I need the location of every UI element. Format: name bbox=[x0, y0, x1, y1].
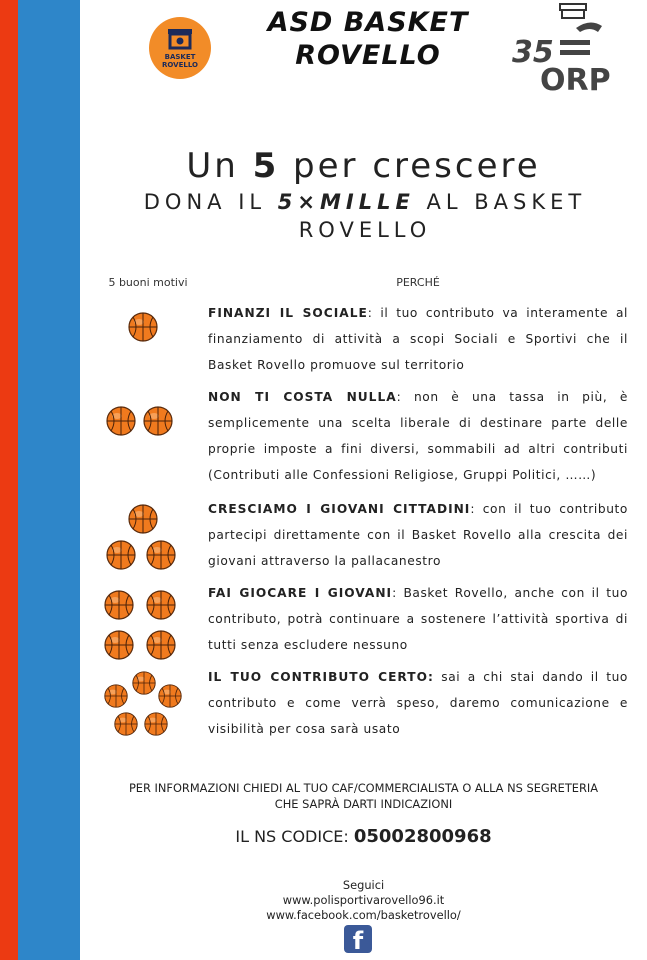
website-link[interactable]: www.polisportivarovello96.it bbox=[282, 893, 445, 907]
code-label: IL NS CODICE: bbox=[235, 827, 354, 846]
reason-item-4 bbox=[208, 580, 628, 658]
reason-title: IL TUO CONTRIBUTO CERTO: bbox=[208, 670, 434, 684]
headline bbox=[100, 146, 627, 186]
right-logo-text-2: ORP bbox=[540, 63, 611, 94]
why-label: PERCHÉ bbox=[396, 276, 440, 289]
reason-title: FAI GIOCARE I GIOVANI bbox=[208, 586, 393, 600]
info-note bbox=[100, 780, 627, 812]
reason-item-5 bbox=[208, 664, 628, 742]
left-logo-text-2: ROVELLO bbox=[162, 61, 198, 69]
brand-title bbox=[226, 6, 510, 72]
follow-label: Seguici bbox=[342, 878, 385, 892]
reason-title: FINANZI IL SOCIALE bbox=[208, 306, 368, 320]
follow-block bbox=[100, 878, 627, 923]
info-line-1: PER INFORMAZIONI CHIEDI AL TUO CAF/COMMERCIALISTA O ALLA NS SEGRETERIA bbox=[128, 781, 599, 795]
reason-title: NON TI COSTA NULLA bbox=[208, 390, 397, 404]
right-logo-text-1: 35 bbox=[512, 35, 554, 70]
reason-item-2 bbox=[208, 384, 628, 488]
basketball-icon bbox=[146, 540, 176, 570]
basketball-icon bbox=[128, 312, 158, 342]
reason-title: CRESCIAMO I GIOVANI CITTADINI bbox=[208, 502, 471, 516]
blue-side-stripe bbox=[18, 0, 80, 960]
basketball-icon bbox=[106, 406, 136, 436]
info-line-2: CHE SAPRÀ DARTI INDICAZIONI bbox=[274, 797, 453, 811]
facebook-icon[interactable]: f bbox=[344, 925, 372, 953]
code-value: 05002800968 bbox=[353, 826, 492, 847]
reason-text: : il tuo contributo va interamente al finanziamento di attività a scopi Sociali e Sportivi che il Basket Rovello promuove sul territorio bbox=[208, 306, 628, 372]
basketball-icon bbox=[143, 406, 173, 436]
tax-code bbox=[100, 826, 627, 847]
headline-post: per crescere bbox=[279, 146, 541, 186]
basketball-icon bbox=[128, 504, 158, 534]
reason-text: : non è una tassa in più, è semplicemente una scelta liberale di destinare parte delle proprie imposte a fini diversi, sommabili ad altri contributi (Contributi alle Confessioni Religiose, Gruppi Politici, ……) bbox=[208, 390, 628, 482]
basketball-icon bbox=[106, 540, 136, 570]
left-logo-text-1: BASKET bbox=[164, 53, 196, 61]
facebook-link[interactable]: www.facebook.com/basketrovello/ bbox=[266, 908, 461, 922]
reason-item-3 bbox=[208, 496, 628, 574]
basketball-icon bbox=[104, 630, 134, 660]
basketball-icon bbox=[144, 712, 168, 736]
subhead-post: AL BASKET ROVELLO bbox=[298, 190, 587, 242]
basketball-icon bbox=[104, 684, 128, 708]
subhead-pre: DONA IL bbox=[143, 190, 278, 214]
red-side-stripe bbox=[0, 0, 18, 960]
basketball-icon bbox=[146, 590, 176, 620]
polisportiva-logo bbox=[510, 2, 620, 94]
basketball-icon bbox=[104, 590, 134, 620]
brand-line-1: ASD BASKET bbox=[267, 7, 469, 38]
subheadline bbox=[120, 188, 610, 244]
basket-rovello-logo bbox=[148, 16, 212, 80]
subhead-bold: 5×MILLE bbox=[277, 190, 415, 214]
basketball-icon bbox=[132, 671, 156, 695]
reasons-count-label: 5 buoni motivi bbox=[108, 276, 188, 289]
basketball-icon bbox=[146, 630, 176, 660]
reason-text: : Basket Rovello, anche con il tuo contributo, potrà continuare a sostenere l’attività sportiva di tutti senza escludere nessuno bbox=[208, 586, 629, 652]
headline-number: 5 bbox=[252, 146, 280, 186]
brand-line-2: ROVELLO bbox=[295, 40, 441, 71]
reason-item-1 bbox=[208, 300, 628, 378]
basketball-icon bbox=[158, 684, 182, 708]
headline-pre: Un bbox=[186, 146, 253, 186]
basketball-icon bbox=[114, 712, 138, 736]
reason-text: : con il tuo contributo partecipi direttamente con il Basket Rovello alla crescita dei giovani attraverso la pallacanestro bbox=[208, 502, 628, 568]
reason-text: sai a chi stai dando il tuo contributo e come verrà speso, daremo comunicazione e visibilità per cosa sarà usato bbox=[208, 670, 628, 736]
